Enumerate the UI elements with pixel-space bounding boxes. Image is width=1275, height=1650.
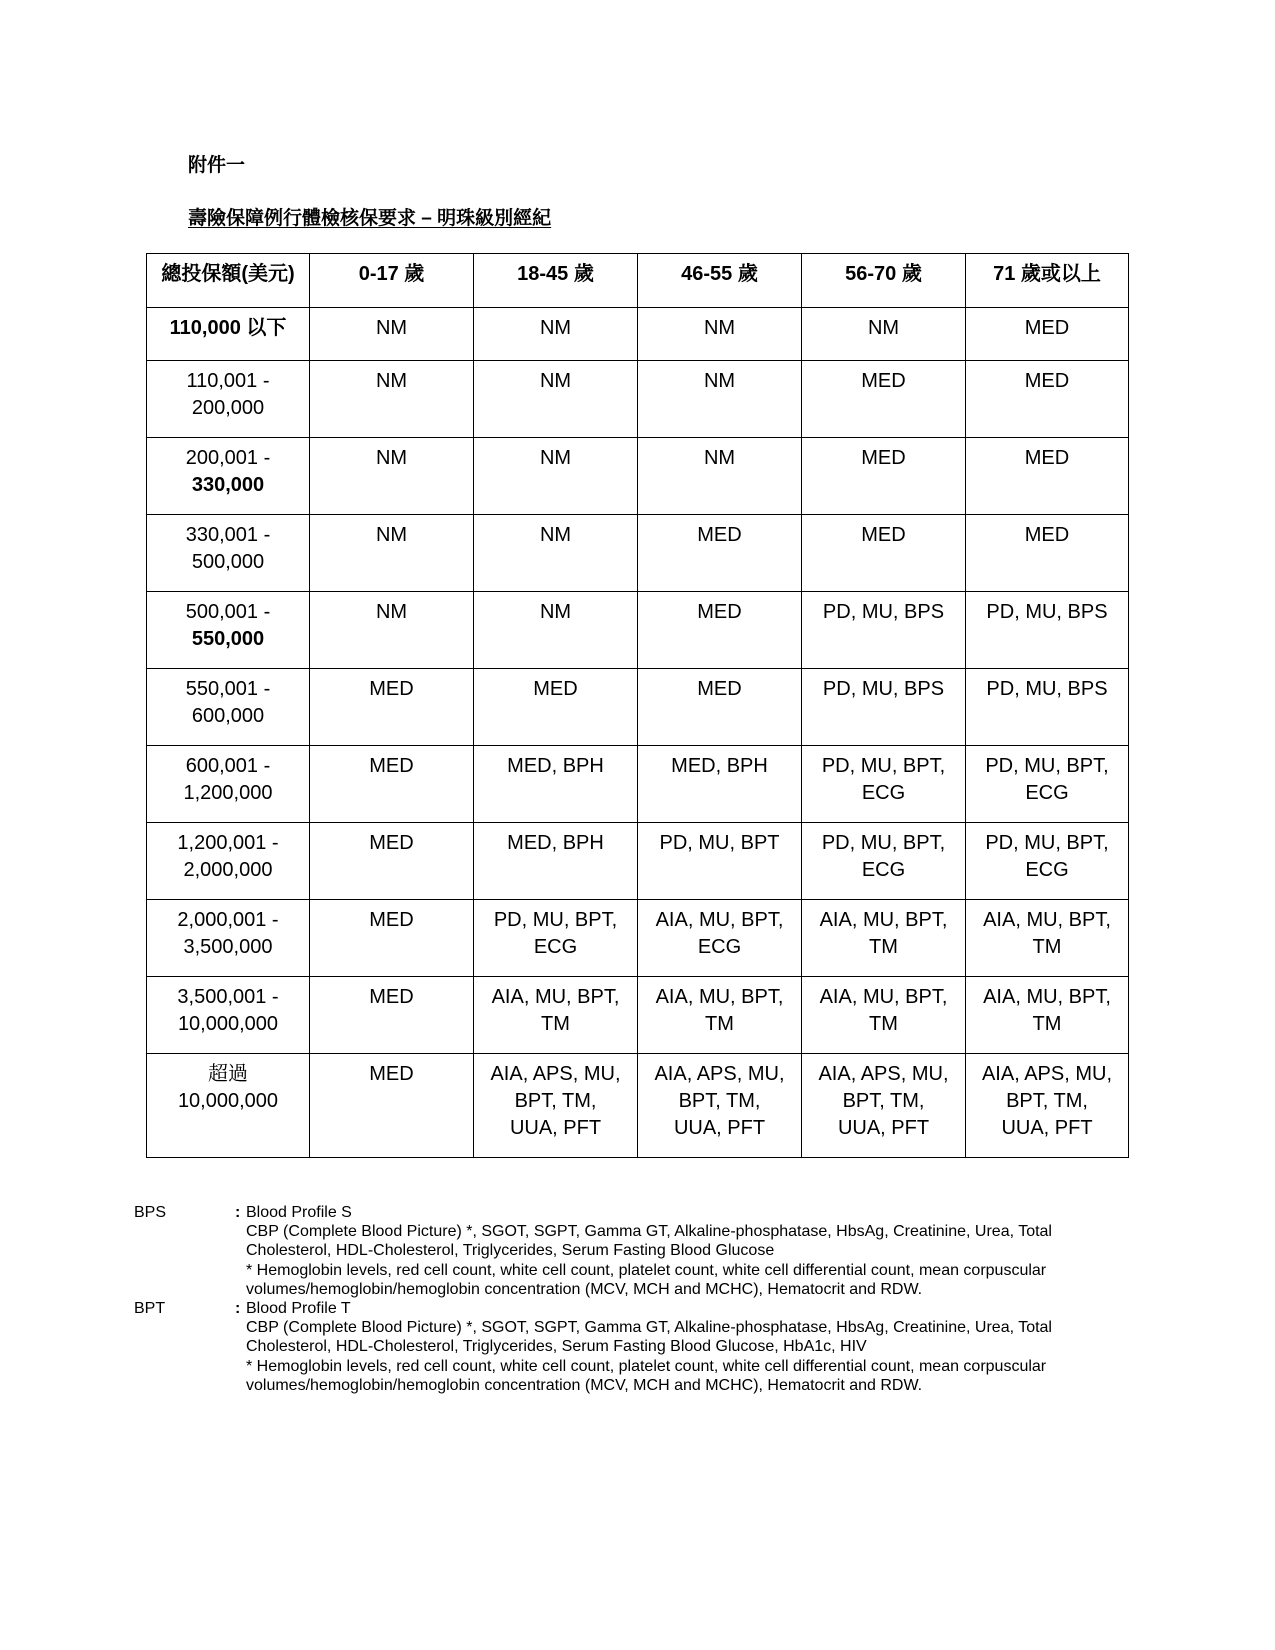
- requirement-text: AIA, MU, BPT,: [655, 986, 784, 1008]
- requirement-cell: [638, 438, 802, 515]
- footnote-line: Cholesterol, HDL-Cholesterol, Triglycerides, Serum Fasting Blood Glucose, HbA1c, HIV: [246, 1338, 867, 1356]
- table-row: [147, 592, 1129, 669]
- sum-assured-text: 1,200,001 -: [177, 832, 279, 854]
- requirement-cell: [310, 977, 474, 1054]
- footnote-line: CBP (Complete Blood Picture) *, SGOT, SGPT, Gamma GT, Alkaline-phosphatase, HbsAg, Creatinine, Urea, Total: [246, 1319, 1052, 1337]
- requirement-text: UUA, PFT: [673, 1117, 766, 1139]
- requirement-text: NM: [539, 524, 572, 546]
- column-header-age-18-45: 18-45 歲: [474, 254, 638, 308]
- requirement-text: NM: [375, 601, 408, 623]
- requirement-cell: [310, 515, 474, 592]
- requirement-text: AIA, APS, MU,: [654, 1063, 785, 1085]
- footnote-colon: :: [235, 1204, 241, 1221]
- sum-assured-text: 330,001 -: [185, 524, 271, 546]
- requirement-cell: [966, 669, 1129, 746]
- requirement-cell: [474, 438, 638, 515]
- table-row: [147, 823, 1129, 900]
- requirement-text: MED: [1024, 447, 1070, 469]
- sum-assured-cell: [147, 977, 310, 1054]
- table-row: [147, 361, 1129, 438]
- footnotes: [134, 1203, 1134, 1395]
- footnote-line: Cholesterol, HDL-Cholesterol, Triglycerides, Serum Fasting Blood Glucose: [246, 1242, 775, 1260]
- table-row: [147, 900, 1129, 977]
- requirement-text: AIA, MU, BPT,: [491, 986, 620, 1008]
- column-header-age-0-17: 0-17 歲: [310, 254, 474, 308]
- sum-assured-text: 500,001 -: [185, 601, 271, 623]
- requirement-text: PD, MU, BPT: [659, 832, 780, 854]
- column-header-age-46-55: 46-55 歲: [638, 254, 802, 308]
- requirement-text: PD, MU, BPS: [822, 678, 945, 700]
- requirement-text: UUA, PFT: [509, 1117, 602, 1139]
- sum-assured-text: 10,000,000: [177, 1090, 279, 1112]
- requirement-text: NM: [375, 524, 408, 546]
- sum-assured-cell: [147, 746, 310, 823]
- sum-assured-cell: [147, 823, 310, 900]
- sum-assured-cell: [147, 1054, 310, 1158]
- requirement-text: BPT, TM,: [842, 1090, 925, 1112]
- requirement-text: PD, MU, BPT,: [493, 909, 618, 931]
- requirement-cell: [310, 669, 474, 746]
- requirement-text: ECG: [861, 859, 906, 881]
- requirement-text: PD, MU, BPS: [822, 601, 945, 623]
- requirement-text: PD, MU, BPT,: [821, 832, 946, 854]
- sum-assured-text: 600,001 -: [185, 755, 271, 777]
- requirement-cell: [638, 1054, 802, 1158]
- sum-assured-cell: [147, 669, 310, 746]
- requirement-text: MED: [369, 986, 414, 1008]
- requirement-text: NM: [539, 370, 572, 392]
- requirement-cell: [638, 823, 802, 900]
- sum-assured-text: 10,000,000: [177, 1013, 279, 1035]
- requirement-text: ECG: [697, 936, 742, 958]
- requirement-text: MED: [697, 601, 742, 623]
- requirement-cell: [966, 515, 1129, 592]
- sum-assured-text: 超過: [208, 1063, 248, 1085]
- sum-assured-text: 550,000: [191, 628, 265, 650]
- requirement-cell: [966, 308, 1129, 361]
- sum-assured-text: 3,500,001 -: [177, 986, 279, 1008]
- requirement-cell: [474, 308, 638, 361]
- requirement-cell: [802, 515, 966, 592]
- requirement-cell: [966, 1054, 1129, 1158]
- requirement-text: AIA, MU, BPT,: [655, 909, 784, 931]
- requirement-text: MED: [1024, 317, 1070, 339]
- requirement-text: AIA, MU, BPT,: [819, 909, 948, 931]
- requirement-text: ECG: [1025, 782, 1069, 804]
- requirement-text: AIA, APS, MU,: [490, 1063, 621, 1085]
- requirement-cell: [802, 823, 966, 900]
- requirement-cell: [310, 592, 474, 669]
- requirement-text: MED, BPH: [507, 832, 604, 854]
- column-header-age-71-plus: 71 歲或以上: [966, 254, 1129, 308]
- sum-assured-cell: [147, 438, 310, 515]
- requirement-cell: [802, 361, 966, 438]
- requirement-text: AIA, APS, MU,: [981, 1063, 1113, 1085]
- requirement-cell: [310, 438, 474, 515]
- requirement-cell: [474, 515, 638, 592]
- requirement-text: MED: [697, 524, 742, 546]
- requirement-cell: [310, 361, 474, 438]
- footnote-line: * Hemoglobin levels, red cell count, white cell count, platelet count, white cell differential count, mean corpuscular: [246, 1357, 1047, 1375]
- requirement-text: TM: [869, 936, 898, 958]
- requirement-text: MED: [1024, 524, 1070, 546]
- sum-assured-cell: [147, 308, 310, 361]
- requirement-text: MED: [533, 678, 578, 700]
- sum-assured-cell: [147, 515, 310, 592]
- requirement-text: MED: [369, 909, 414, 931]
- table-row: [147, 746, 1129, 823]
- requirement-text: TM: [1032, 936, 1062, 958]
- sum-assured-text: 2,000,001 -: [177, 909, 279, 931]
- table-row: [147, 515, 1129, 592]
- requirement-cell: [802, 308, 966, 361]
- sum-assured-text: 500,000: [191, 551, 265, 573]
- requirement-text: NM: [539, 317, 572, 339]
- requirement-cell: [310, 308, 474, 361]
- requirement-text: TM: [869, 1013, 898, 1035]
- requirement-text: MED: [1024, 370, 1070, 392]
- column-header-age-56-70: 56-70 歲: [802, 254, 966, 308]
- footnote-line: CBP (Complete Blood Picture) *, SGOT, SGPT, Gamma GT, Alkaline-phosphatase, HbsAg, Creatinine, Urea, Total: [246, 1223, 1052, 1241]
- requirement-text: PD, MU, BPT,: [985, 832, 1109, 854]
- footnote-line: volumes/hemoglobin/hemoglobin concentration (MCV, MCH and MCHC), Hematocrit and RDW.: [246, 1280, 923, 1298]
- requirement-cell: [638, 361, 802, 438]
- requirement-text: AIA, MU, BPT,: [983, 909, 1111, 931]
- footnote-code: BPT: [134, 1300, 166, 1318]
- requirement-cell: [310, 746, 474, 823]
- requirement-text: UUA, PFT: [837, 1117, 930, 1139]
- requirement-text: TM: [705, 1013, 734, 1035]
- column-header-sum-assured: 總投保額(美元): [147, 254, 310, 308]
- requirement-cell: [966, 361, 1129, 438]
- requirement-cell: [966, 438, 1129, 515]
- requirement-cell: [638, 308, 802, 361]
- footnote-line: Blood Profile S: [246, 1204, 352, 1221]
- requirement-text: NM: [375, 447, 408, 469]
- requirement-cell: [638, 515, 802, 592]
- sum-assured-text: 110,001 -: [186, 370, 270, 392]
- sum-assured-text: 550,001 -: [185, 678, 271, 700]
- requirement-text: AIA, MU, BPT,: [983, 986, 1111, 1008]
- requirement-cell: [310, 900, 474, 977]
- requirement-cell: [638, 977, 802, 1054]
- requirement-cell: [474, 669, 638, 746]
- requirement-text: ECG: [1025, 859, 1069, 881]
- requirement-text: MED: [369, 755, 414, 777]
- requirement-cell: [474, 746, 638, 823]
- sum-assured-text: 200,000: [191, 397, 265, 419]
- requirement-cell: [638, 900, 802, 977]
- requirement-cell: [802, 1054, 966, 1158]
- requirement-text: BPT, TM,: [1006, 1090, 1088, 1112]
- requirement-cell: [802, 592, 966, 669]
- sum-assured-cell: [147, 361, 310, 438]
- table-header-row: [147, 254, 1129, 308]
- table-row: [147, 308, 1129, 361]
- document-title: 壽險保障例行體檢核保要求 – 明珠級別經紀: [188, 208, 552, 229]
- footnote-line: Blood Profile T: [246, 1300, 351, 1318]
- requirement-text: MED: [861, 370, 906, 392]
- footnote-bps: [134, 1203, 1134, 1299]
- table-row: [147, 1054, 1129, 1158]
- requirement-text: MED, BPH: [507, 755, 604, 777]
- requirement-text: NM: [375, 370, 408, 392]
- requirement-text: NM: [867, 317, 900, 339]
- requirement-text: TM: [1032, 1013, 1062, 1035]
- requirement-cell: [966, 592, 1129, 669]
- requirement-text: BPT, TM,: [514, 1090, 597, 1112]
- footnote-body: [246, 1203, 1134, 1299]
- table-row: [147, 977, 1129, 1054]
- requirement-cell: [474, 977, 638, 1054]
- requirement-text: NM: [375, 317, 408, 339]
- sum-assured-text: 1,200,000: [183, 782, 273, 804]
- requirement-cell: [474, 592, 638, 669]
- sum-assured-text: 330,000: [191, 474, 265, 496]
- requirement-text: NM: [703, 317, 736, 339]
- requirement-text: TM: [541, 1013, 570, 1035]
- requirement-text: PD, MU, BPT,: [821, 755, 946, 777]
- requirement-text: NM: [703, 370, 736, 392]
- requirement-cell: [802, 438, 966, 515]
- requirement-text: PD, MU, BPT,: [985, 755, 1109, 777]
- requirement-cell: [310, 823, 474, 900]
- table-row: [147, 438, 1129, 515]
- sum-assured-text: 600,000: [191, 705, 265, 727]
- requirement-cell: [802, 746, 966, 823]
- requirement-text: MED: [861, 524, 906, 546]
- requirement-text: MED: [697, 678, 742, 700]
- footnote-line: volumes/hemoglobin/hemoglobin concentration (MCV, MCH and MCHC), Hematocrit and RDW.: [246, 1376, 923, 1394]
- requirement-cell: [802, 669, 966, 746]
- requirement-text: PD, MU, BPS: [986, 601, 1108, 623]
- requirement-cell: [966, 900, 1129, 977]
- requirement-text: PD, MU, BPS: [986, 678, 1108, 700]
- sum-assured-text: 110,000 以下: [169, 317, 287, 339]
- sum-assured-text: 200,001 -: [185, 447, 271, 469]
- requirement-text: NM: [539, 447, 572, 469]
- requirement-cell: [638, 669, 802, 746]
- footnote-code: BPS: [134, 1204, 167, 1221]
- requirement-text: UUA, PFT: [1001, 1117, 1093, 1139]
- requirement-cell: [474, 823, 638, 900]
- sum-assured-cell: [147, 900, 310, 977]
- requirement-text: NM: [539, 601, 572, 623]
- footnote-colon: :: [235, 1300, 241, 1318]
- table-row: [147, 669, 1129, 746]
- requirement-cell: [802, 900, 966, 977]
- requirement-text: MED: [369, 832, 414, 854]
- requirement-cell: [474, 361, 638, 438]
- requirement-cell: [474, 900, 638, 977]
- requirement-text: ECG: [533, 936, 578, 958]
- sum-assured-text: 3,500,000: [183, 936, 273, 958]
- sum-assured-cell: [147, 592, 310, 669]
- requirement-text: MED: [369, 678, 414, 700]
- requirement-cell: [638, 746, 802, 823]
- footnote-line: * Hemoglobin levels, red cell count, white cell count, platelet count, white cell differential count, mean corpuscular: [246, 1261, 1047, 1279]
- annex-label: 附件一: [188, 155, 246, 176]
- footnote-body: [246, 1299, 1134, 1395]
- requirement-cell: [966, 977, 1129, 1054]
- requirement-text: MED: [861, 447, 906, 469]
- requirement-cell: [638, 592, 802, 669]
- requirement-text: NM: [703, 447, 736, 469]
- table-body: [147, 308, 1129, 1158]
- requirement-text: AIA, MU, BPT,: [819, 986, 948, 1008]
- requirement-text: AIA, APS, MU,: [818, 1063, 949, 1085]
- requirement-cell: [310, 1054, 474, 1158]
- requirement-cell: [966, 746, 1129, 823]
- requirement-text: BPT, TM,: [678, 1090, 761, 1112]
- requirement-text: MED: [369, 1063, 414, 1085]
- requirement-cell: [474, 1054, 638, 1158]
- requirement-cell: [802, 977, 966, 1054]
- requirement-text: ECG: [861, 782, 906, 804]
- requirement-cell: [966, 823, 1129, 900]
- sum-assured-text: 2,000,000: [183, 859, 273, 881]
- requirement-text: MED, BPH: [671, 755, 768, 777]
- footnote-bpt: [134, 1299, 1134, 1395]
- underwriting-requirements-table: [146, 253, 1129, 1158]
